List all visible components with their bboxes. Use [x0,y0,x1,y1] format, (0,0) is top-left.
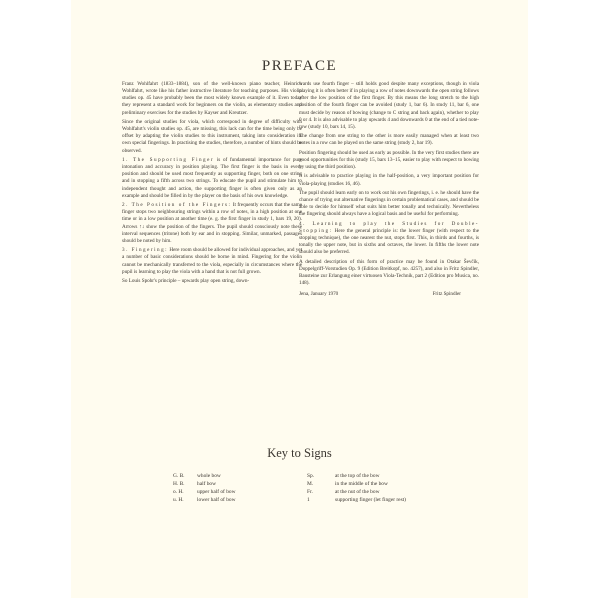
key-meaning: lower half of bow [197,497,236,503]
paragraph: Since the original studies for viola, which correspond in degree of difficulty with Wohlfahrt's violin studies op. 45, are missing, this lack can for the time being only be offset by adapting the violin studies to this instrument, taking into consideration its own special fingerings. In practising the studies, therefore, a number of hints should be observed. [122,118,302,154]
key-meaning: at the top of the bow [335,473,380,479]
paragraph: Position fingering should be used as early as possible. In the very first studies there are good opportunities for this (study 15, bars 13–15, easier to play with respect to bowing by using the third position). [299,149,479,171]
preface-right-column [299,81,479,299]
key-abbr: Fr. [307,489,313,495]
key-meaning: upper half of bow [197,489,236,495]
key-meaning: in the middle of the bow [335,481,388,487]
key-row [173,472,235,480]
signoff [299,291,479,298]
key-abbr: u. H. [173,497,184,503]
point-text: Here room should be allowed for individual approaches, and yet a number of basic considerations should be borne in mind. Fingering for the violin cannot be mechanically transferred to the viola, especially in circumstances where the pupil is learning to play the viola with a hand that is not full grown. [122,247,302,275]
key-abbr: 1 [307,497,310,503]
point-double-stopping [299,221,479,257]
key-meaning: at the nut of the bow [335,489,380,495]
paragraph: The change from one string to the other is more easily managed when at least two notes in a row can be played on the same string (study 2, bar 19). [299,133,479,147]
paragraph: wards use fourth finger – still holds good despite many exceptions, though in viola playing it is often better if in playing a row of notes downwards the open string follows after the low position of the first finger. By this means the long stretch to the high position of the fourth finger can be avoided (study 1, bar 6). In study 11, bar 6, one must decide by reason of bowing (change to C string and back again), whether to play 0 or 4. It is also advisable to play upwards 4 and downwards 0 at the end of a tied note-row (study 10, bars 14, 15). [299,81,479,130]
key-row [307,496,406,504]
key-row [173,488,235,496]
key-abbr: o. H. [173,489,184,495]
key-meaning: supporting finger (let finger rest) [335,497,406,503]
point-heading: 3. Fingering: [122,247,169,254]
key-abbr: M. [307,481,314,487]
preface-left-column [122,81,302,287]
page-title: PREFACE [261,58,338,74]
point-supporting-finger [122,157,302,200]
paragraph: It is advisable to practice playing in the half-position, a very important position for viola-playing (studies 16, 46). [299,173,479,187]
key-meaning: half bow [197,481,217,487]
key-right-list [307,472,406,504]
point-text: is of fundamental importance for pure intonation and accuracy in position playing. The first finger is the basis in every position and should be used most frequently as supporting finger, both on one string and in stopping a fifth across two strings. To educate the pupil and stimulate him to independent thought and action, the supporting finger is often given only as an example and should be filled in by the player on the basis of his own knowledge. [122,156,302,199]
key-abbr: H. B. [173,481,185,487]
key-row [307,472,406,480]
key-meaning: whole bow [197,473,221,479]
point-heading: 1. The Supporting Finger [122,156,215,163]
paragraph: Franz Wohlfahrt (1833–1884), son of the well-known piano teacher, Heinrich Wohlfahrt, wrote like his father instructive literature for teaching purposes. His violin studies op. 45 have probably been the most widely known example of it. Even today they represent a standard work for beginners on the violin, as elementary studies and preliminary exercises for the studies by Kayser and Kreutzer. [122,81,302,116]
place-date: Jena, January 1970 [299,291,339,298]
author-name: Fritz Spindler [432,291,461,298]
key-title: Key to Signs [267,446,332,460]
key-row [173,496,235,504]
paragraph: So Louis Spohr's principle – upwards play open string, down- [122,278,250,284]
key-left-list [173,472,235,504]
key-abbr: G. B. [173,473,185,479]
paragraph: The pupil should learn early on to work out his own fingerings, i. e. he should have the chance of trying out alternative fingerings in certain problematical cases, and should be able to decide for himself what suits him better tonally and technically. Nevertheless the fingering should always have a logical basis and be useful for performing. [299,189,479,218]
point-heading: 2. The Position of the Fingers: [122,202,232,209]
key-row [307,480,406,488]
document-page [71,0,528,598]
paragraph: A detailed description of this form of practice may be found in Otakar Ševčík, Doppelgriff-Vorstudien Op. 9 (Edition Breitkopf, no. 4257), and also in Fritz Spindler, Bausteine zur Erlangung einer virtuosen Viola-Technik, part 2 (Edition pro Musica, no. 148). [299,258,479,287]
point-heading: 4. Learning to play the Studies for Double-Stopping: [299,220,479,234]
point-text: It frequently occurs that the same finger stops two neighbouring strings within a row of notes, in a high position at one time or in a low position at another time (e. g. the first finger in study 1, bars 19, 20). Arrows ↑↓ show the position of the fingers. The pupil should consciously note these interval sequences (tritone) both by ear and in stopping. Similar, unmarked, passages should be noted by him. [122,202,302,244]
point-text: Here the general principle is: the lower finger (with respect to the stopping technique), the one nearest the nut, stops first. This, in thirds and fourths, is tonally the upper note, but in sixths and octaves, the lower. In fifths the lower note should also be preferred. [299,227,479,256]
key-row [307,488,406,496]
point-fingering [122,247,302,276]
point-position-of-fingers [122,202,302,245]
key-row [173,480,235,488]
key-abbr: Sp. [307,473,315,479]
